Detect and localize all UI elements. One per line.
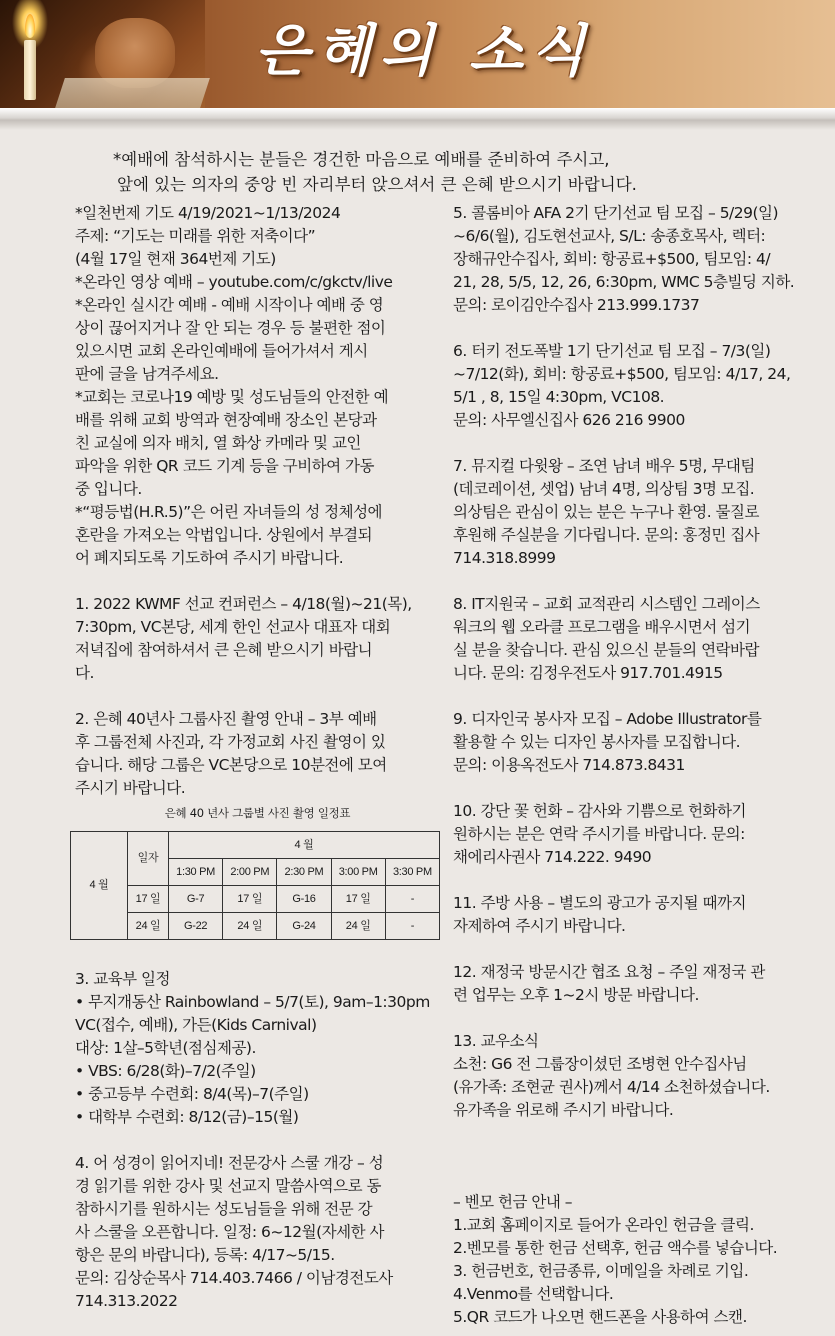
text-line: 714.313.2022: [75, 1292, 178, 1310]
notice-item-1: [75, 593, 440, 685]
text-line: 다.: [75, 664, 94, 682]
text-line: 장해규안수집사, 회비: 항공료+$500, 팀모임: 4/: [453, 250, 771, 268]
notice-general: [75, 202, 440, 570]
venmo-heading: – 벤모 헌금 안내 –: [453, 1193, 573, 1211]
text-line: 판에 글을 남겨주세요.: [75, 365, 219, 383]
time-header-cell: 3:00 PM: [331, 859, 385, 886]
table-cell: 24 일: [223, 913, 277, 940]
text-line: (데코레이션, 셋업) 남녀 4명, 의상팀 3명 모집.: [453, 480, 755, 498]
text-line: 문의: 사무엘신집사 626 216 9900: [453, 411, 685, 429]
table-cell: 24 일: [331, 913, 385, 940]
text-line: 중 입니다.: [75, 480, 142, 498]
text-line: • 중고등부 수련회: 8/4(목)–7(주일): [75, 1085, 309, 1103]
notice-item-2: [75, 708, 440, 800]
text-line: 714.318.8999: [453, 549, 556, 567]
time-header-cell: 1:30 PM: [169, 859, 223, 886]
text-line: 대상: 1살–5학년(점심제공).: [75, 1039, 256, 1057]
time-header-cell: 2:30 PM: [277, 859, 331, 886]
text-line: *교회는 코로나19 예방 및 성도님들의 안전한 예: [75, 388, 389, 406]
venmo-guide: [453, 1191, 818, 1329]
intro-line: 앞에 있는 의자의 중앙 빈 자리부터 앉으셔서 큰 은혜 받으시기 바랍니다.: [117, 175, 637, 194]
table-cell: G-22: [169, 913, 223, 940]
text-line: 4.Venmo를 선택합니다.: [453, 1285, 614, 1303]
notice-item-13: [453, 1030, 818, 1122]
text-line: 사 스쿨을 오픈합니다. 일정: 6~12월(자세한 사: [75, 1223, 384, 1241]
text-line: 2. 은혜 40년사 그룹사진 촬영 안내 – 3부 예배: [75, 710, 377, 728]
text-line: 있으시면 교회 온라인예배에 들어가셔서 게시: [75, 342, 368, 360]
text-line: 5/1 , 8, 15일 4:30pm, VC108.: [453, 388, 665, 406]
text-line: 10. 강단 꽃 헌화 – 감사와 기쁨으로 헌화하기: [453, 802, 746, 820]
schedule-caption: 은혜 40 년사 그룹별 사진 촬영 일정표: [164, 806, 351, 820]
text-line: 주시기 바랍니다.: [75, 779, 186, 797]
flame-icon: [25, 14, 35, 38]
text-line: 5.QR 코드가 나오면 핸드폰을 사용하여 스캔.: [453, 1308, 747, 1326]
header-banner: [0, 0, 835, 108]
text-line: 원하시는 분은 연락 주시기를 바랍니다. 문의:: [453, 825, 745, 843]
text-line: 3. 헌금번호, 헌금종류, 이메일을 차례로 기입.: [453, 1262, 749, 1280]
notice-item-4: [75, 1152, 440, 1313]
candle-prayer-photo: [0, 0, 205, 108]
notice-item-7: [453, 455, 818, 570]
right-column: [453, 202, 818, 1329]
text-line: 어 폐지되도록 기도하여 주시기 바랍니다.: [75, 549, 344, 567]
table-cell: G-7: [169, 886, 223, 913]
text-line: 항은 문의 바랍니다), 등록: 4/17~5/15.: [75, 1246, 335, 1264]
table-cell: 17 일: [331, 886, 385, 913]
text-line: 문의: 로이김안수집사 213.999.1737: [453, 296, 700, 314]
text-line: 소천: G6 전 그룹장이셨던 조병현 안수집사님: [453, 1055, 747, 1073]
text-line: 참하시기를 원하시는 성도님들을 위해 전문 강: [75, 1200, 373, 1218]
intro-notice: [113, 147, 813, 197]
text-line: *온라인 실시간 예배 - 예배 시작이나 예배 중 영: [75, 296, 384, 314]
text-line: *“평등법(H.R.5)”은 어린 자녀들의 성 정체성에: [75, 503, 383, 521]
month-label-cell: 4 월: [71, 832, 128, 940]
text-line: 후원해 주실분을 기다립니다. 문의: 홍정민 집사: [453, 526, 760, 544]
notice-item-9: [453, 708, 818, 777]
table-cell: G-16: [277, 886, 331, 913]
notice-item-10: [453, 800, 818, 869]
text-line: 활용할 수 있는 디자인 봉사자를 모집합니다.: [453, 733, 741, 751]
text-line: 친 교실에 의자 배치, 열 화상 카메라 및 교인: [75, 434, 361, 452]
text-line: 습니다. 해당 그룹은 VC본당으로 10분전에 모여: [75, 756, 387, 774]
text-line: 7. 뮤지컬 다윗왕 – 조연 남녀 배우 5명, 무대팀: [453, 457, 755, 475]
text-line: 7:30pm, VC본당, 세계 한인 선교사 대표자 대회: [75, 618, 391, 636]
text-line: 1.교회 홈페이지로 들어가 온라인 헌금을 클릭.: [453, 1216, 754, 1234]
day-cell: 24 일: [128, 913, 169, 940]
text-line: 12. 재정국 방문시간 협조 요청 – 주일 재정국 관: [453, 963, 765, 981]
text-line: (유가족: 조현균 권사)께서 4/14 소천하셨습니다.: [453, 1078, 770, 1096]
page-title: 은혜의 소식: [255, 19, 593, 84]
text-line: 5. 콜롬비아 AFA 2기 단기선교 팀 모집 – 5/29(일): [453, 204, 779, 222]
text-line: 4. 어 성경이 읽어지네! 전문강사 스쿨 개강 – 성: [75, 1154, 384, 1172]
text-line: • 대학부 수련회: 8/12(금)–15(월): [75, 1108, 299, 1126]
text-line: 11. 주방 사용 – 별도의 광고가 공지될 때까지: [453, 894, 746, 912]
text-line: 채에리사권사 714.222. 9490: [453, 848, 652, 866]
text-line: 9. 디자인국 봉사자 모집 – Adobe Illustrator를: [453, 710, 762, 728]
table-cell: -: [385, 886, 439, 913]
text-line: 경 읽기를 위한 강사 및 선교지 말씀사역으로 동: [75, 1177, 381, 1195]
text-line: 련 업무는 오후 1~2시 방문 바랍니다.: [453, 986, 699, 1004]
text-line: • 무지개동산 Rainbowland – 5/7(토), 9am–1:30pm: [75, 993, 430, 1011]
text-line: ~7/12(화), 회비: 항공료+$500, 팀모임: 4/17, 24,: [453, 365, 791, 383]
day-header-cell: 일자: [128, 832, 169, 886]
time-header-cell: 2:00 PM: [223, 859, 277, 886]
notice-item-5: [453, 202, 818, 317]
notice-item-8: [453, 593, 818, 685]
text-line: 21, 28, 5/5, 12, 26, 6:30pm, WMC 5층빌딩 지하.: [453, 273, 795, 291]
text-line: 워크의 웹 오라클 프로그램을 배우시면서 섬기: [453, 618, 751, 636]
text-line: • VBS: 6/28(화)–7/2(주일): [75, 1062, 256, 1080]
text-line: 자제하여 주시기 바랍니다.: [453, 917, 626, 935]
notice-item-3: [75, 968, 440, 1129]
notice-item-6: [453, 340, 818, 432]
text-line: 주제: “기도는 미래를 위한 저축이다”: [75, 227, 316, 245]
text-line: 6. 터키 전도폭발 1기 단기선교 팀 모집 – 7/3(일): [453, 342, 771, 360]
text-line: *온라인 영상 예배 – youtube.com/c/gkctv/live: [75, 273, 393, 291]
time-header-cell: 3:30 PM: [385, 859, 439, 886]
intro-line: *예배에 참석하시는 분들은 경건한 마음으로 예배를 준비하여 주시고,: [113, 150, 610, 169]
photo-schedule-table: [70, 831, 440, 940]
text-line: 배를 위해 교회 방역과 현장예배 장소인 본당과: [75, 411, 377, 429]
table-cell: -: [385, 913, 439, 940]
day-cell: 17 일: [128, 886, 169, 913]
divider: [0, 108, 835, 130]
text-line: 문의: 이용옥전도사 714.873.8431: [453, 756, 685, 774]
text-line: 13. 교우소식: [453, 1032, 539, 1050]
text-line: ~6/6(월), 김도현선교사, S/L: 송종호목사, 렉터:: [453, 227, 766, 245]
text-line: 파악을 위한 QR 코드 기계 등을 구비하여 가동: [75, 457, 375, 475]
text-line: 의상팀은 관심이 있는 분은 누구나 환영. 물질로: [453, 503, 759, 521]
left-column: [75, 202, 440, 1336]
text-line: *일천번제 기도 4/19/2021~1/13/2024: [75, 204, 341, 222]
text-line: 혼란을 가져오는 악법입니다. 상원에서 부결되: [75, 526, 373, 544]
notice-item-11: [453, 892, 818, 938]
text-line: 실 분을 찾습니다. 관심 있으신 분들의 연락바랍: [453, 641, 759, 659]
text-line: 8. IT지원국 – 교회 교적관리 시스템인 그레이스: [453, 595, 760, 613]
month-header-cell: 4 월: [169, 832, 440, 859]
text-line: 1. 2022 KWMF 선교 컨퍼런스 – 4/18(월)~21(목),: [75, 595, 412, 613]
text-line: VC(접수, 예배), 가든(Kids Carnival): [75, 1016, 317, 1034]
text-line: 상이 끊어지거나 잘 안 되는 경우 등 불편한 점이: [75, 319, 386, 337]
text-line: 3. 교육부 일정: [75, 970, 171, 988]
table-cell: G-24: [277, 913, 331, 940]
text-line: 유가족을 위로해 주시기 바랍니다.: [453, 1101, 674, 1119]
notice-item-12: [453, 961, 818, 1007]
text-line: 저녁집에 참여하셔서 큰 은혜 받으시기 바랍니: [75, 641, 373, 659]
candle-icon: [24, 40, 36, 100]
text-line: 2.벤모를 통한 헌금 선택후, 헌금 액수를 넣습니다.: [453, 1239, 778, 1257]
text-line: 니다. 문의: 김정우전도사 917.701.4915: [453, 664, 723, 682]
text-line: 문의: 김상순목사 714.403.7466 / 이남경전도사: [75, 1269, 393, 1287]
text-line: (4월 17일 현재 364번제 기도): [75, 250, 276, 268]
bible-image: [55, 78, 210, 108]
table-cell: 17 일: [223, 886, 277, 913]
text-line: 후 그룹전체 사진과, 각 가정교회 사진 촬영이 있: [75, 733, 386, 751]
